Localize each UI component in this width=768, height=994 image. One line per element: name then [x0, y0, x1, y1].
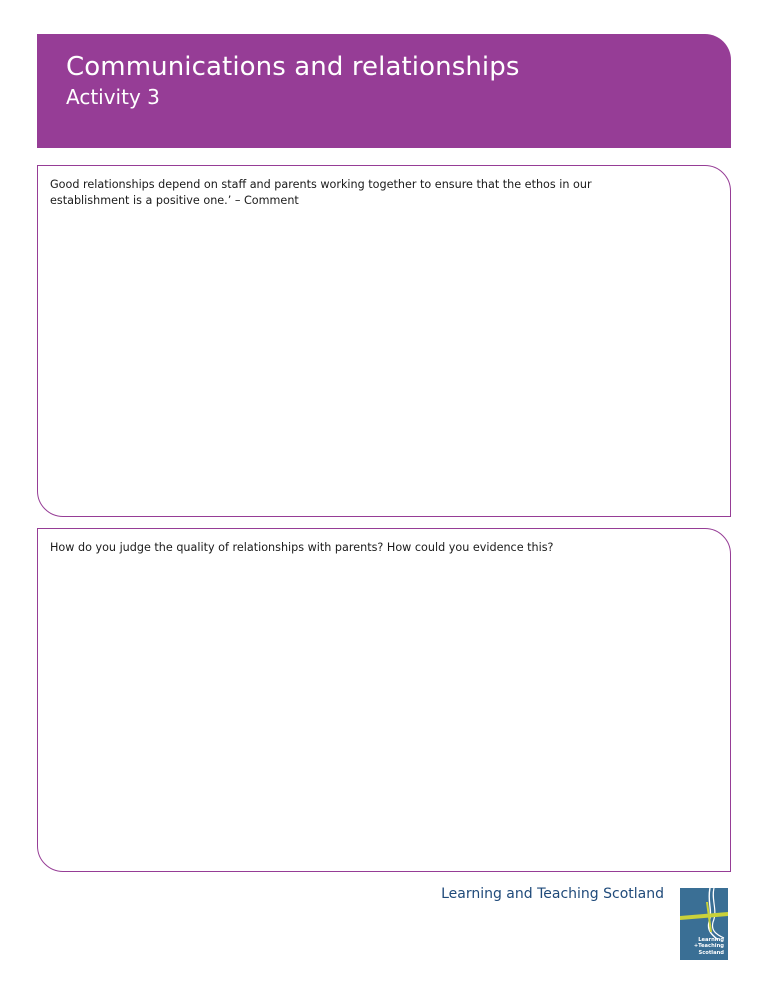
- question-box-1: [37, 165, 731, 517]
- answer-field-2[interactable]: [48, 563, 720, 857]
- answer-field-1[interactable]: [48, 218, 720, 502]
- lts-logo: [680, 888, 728, 960]
- organisation-name: Learning and Teaching Scotland: [441, 886, 664, 902]
- page-header: [37, 34, 731, 148]
- question-box-2: [37, 528, 731, 872]
- question-prompt-2: How do you judge the quality of relationships with parents? How could you evidence this?: [50, 541, 554, 554]
- question-prompt-1: Good relationships depend on staff and parents working together to ensure that the ethos in our establishment is a positive one.’ – Comment: [50, 178, 592, 207]
- page-title: Communications and relationships: [66, 52, 520, 82]
- lts-logo-text: Learning +Teaching Scotland: [693, 936, 724, 956]
- page-subtitle: Activity 3: [66, 85, 160, 109]
